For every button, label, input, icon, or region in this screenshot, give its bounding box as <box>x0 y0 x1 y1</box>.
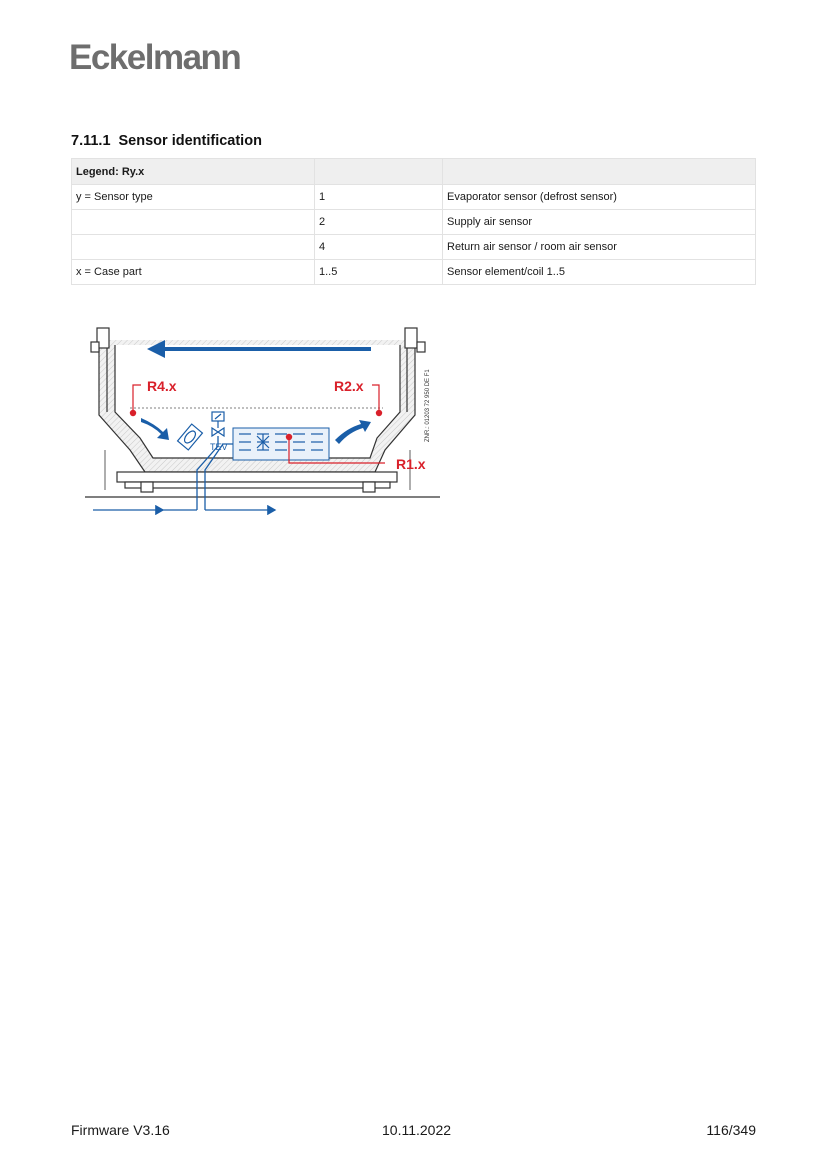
table-cell <box>72 210 315 235</box>
table-header-cell <box>443 159 756 185</box>
sensor-label-r2: R2.x <box>334 378 364 394</box>
table-cell: Return air sensor / room air sensor <box>443 235 756 260</box>
tev-label: TEV <box>210 442 228 452</box>
footer-firmware: Firmware V3.16 <box>71 1122 170 1138</box>
table-row <box>72 210 756 235</box>
table-cell: 1 <box>315 185 443 210</box>
table-cell <box>72 235 315 260</box>
table-header-cell <box>315 159 443 185</box>
table-cell: Supply air sensor <box>443 210 756 235</box>
refrigerated-case-diagram <box>85 320 440 520</box>
table-cell: Sensor element/coil 1..5 <box>443 260 756 285</box>
evaporator-coil <box>233 428 329 460</box>
sensor-legend-table <box>71 158 756 285</box>
brand-logo: Eckelmann <box>69 38 241 77</box>
table-cell: 2 <box>315 210 443 235</box>
section-number: 7.11.1 <box>71 133 111 149</box>
case-body <box>85 328 440 497</box>
drawing-number: ZNR.: 01203 72 950 DE F1 <box>425 369 431 442</box>
footer-date: 10.11.2022 <box>382 1122 452 1138</box>
section-heading <box>71 133 262 149</box>
table-row <box>72 235 756 260</box>
table-cell: Evaporator sensor (defrost sensor) <box>443 185 756 210</box>
table-cell: x = Case part <box>72 260 315 285</box>
table-header-cell: Legend: Ry.x <box>72 159 315 185</box>
sensor-label-r4: R4.x <box>147 378 177 394</box>
sensor-label-r1: R1.x <box>396 456 426 472</box>
table-cell: 4 <box>315 235 443 260</box>
footer-page-number: 116/349 <box>706 1122 756 1138</box>
table-row <box>72 185 756 210</box>
table-cell: y = Sensor type <box>72 185 315 210</box>
section-title: Sensor identification <box>118 133 262 149</box>
table-row <box>72 260 756 285</box>
table-header-row <box>72 159 756 185</box>
table-cell: 1..5 <box>315 260 443 285</box>
